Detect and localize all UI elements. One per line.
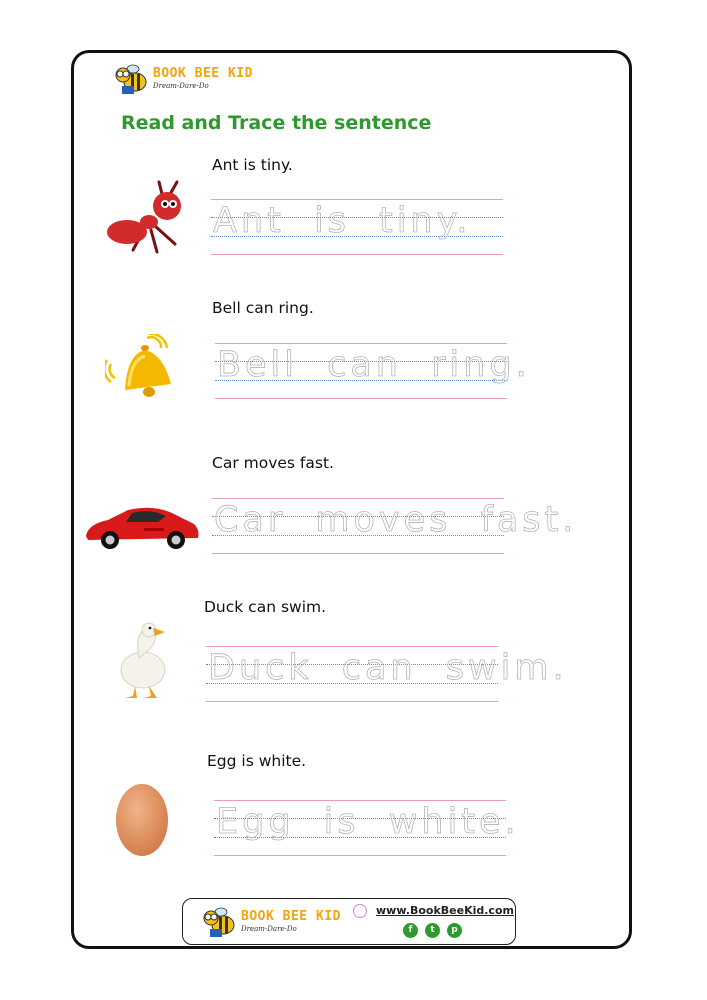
sentence-3: Car moves fast. xyxy=(212,454,334,472)
bee-icon xyxy=(113,60,151,96)
trace-area-2[interactable] xyxy=(215,343,531,399)
twitter-icon[interactable]: t xyxy=(425,923,440,938)
page-title: Read and Trace the sentence xyxy=(121,112,432,134)
footer-logo-brand: BOOK BEE KID xyxy=(241,908,341,924)
sentence-1: Ant is tiny. xyxy=(212,156,293,174)
trace-text-5: Egg is white. xyxy=(216,802,520,842)
ant-icon xyxy=(105,180,191,262)
globe-icon xyxy=(353,904,367,918)
footer-logo-tagline: Dream-Dare-Do xyxy=(241,924,297,933)
trace-area-3[interactable] xyxy=(212,498,578,554)
egg-icon xyxy=(114,782,170,862)
header-logo xyxy=(113,60,253,96)
sentence-2: Bell can ring. xyxy=(212,299,314,317)
bee-icon xyxy=(201,903,239,939)
footer-banner xyxy=(182,898,516,945)
facebook-icon[interactable]: f xyxy=(403,923,418,938)
website-link[interactable]: www.BookBeeKid.com xyxy=(376,904,514,917)
bell-icon xyxy=(105,334,177,406)
car-icon xyxy=(84,504,200,554)
trace-area-5[interactable] xyxy=(214,800,520,856)
trace-text-3: Car moves fast. xyxy=(214,500,578,540)
sentence-4: Duck can swim. xyxy=(204,598,327,616)
trace-text-1: Ant is tiny. xyxy=(213,201,472,241)
trace-area-4[interactable] xyxy=(206,646,568,702)
footer-logo xyxy=(201,903,341,939)
duck-icon xyxy=(113,618,169,706)
trace-text-4: Duck can swim. xyxy=(208,648,568,688)
logo-brand: BOOK BEE KID xyxy=(153,65,253,81)
trace-text-2: Bell can ring. xyxy=(217,345,531,385)
sentence-5: Egg is white. xyxy=(207,752,307,770)
trace-area-1[interactable] xyxy=(211,199,503,255)
logo-tagline: Dream-Dare-Do xyxy=(153,81,209,90)
pinterest-icon[interactable]: p xyxy=(447,923,462,938)
